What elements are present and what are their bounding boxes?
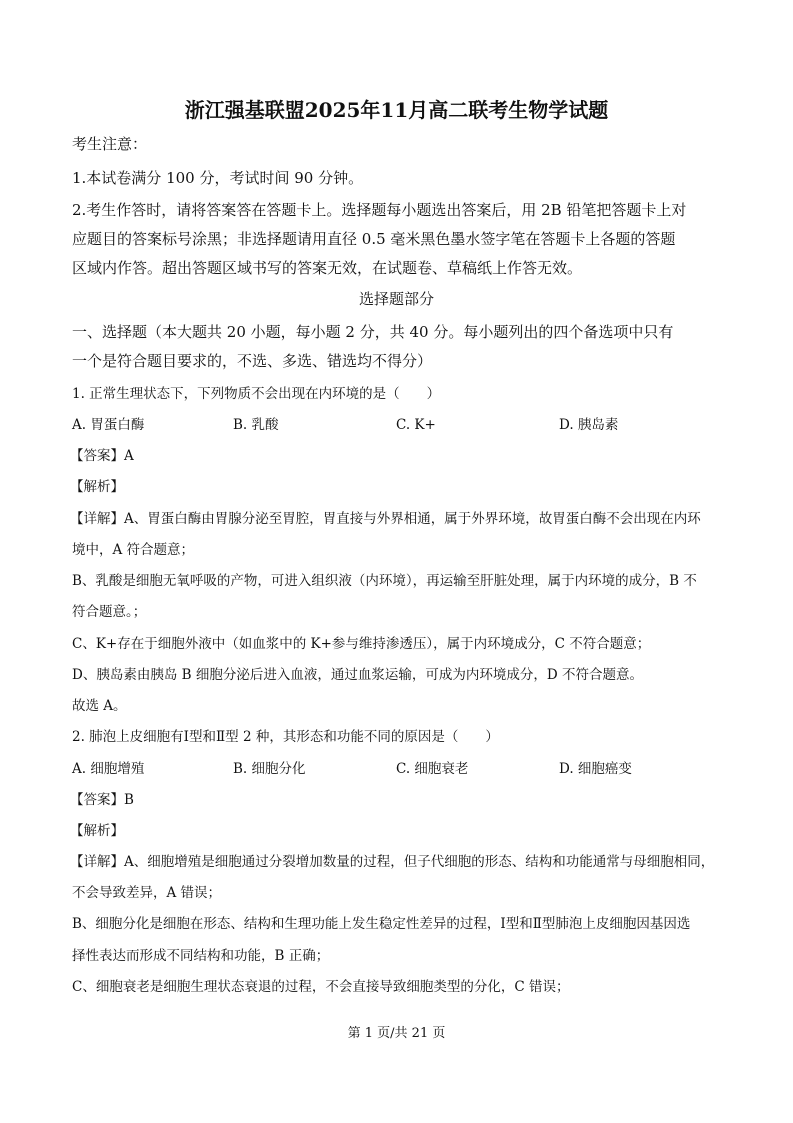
q2-option-d: D. 细胞癌变 xyxy=(559,761,632,777)
q1-option-a: A. 胃蛋白酶 xyxy=(72,417,145,433)
section-title: 选择题部分 xyxy=(358,290,434,308)
q2-detail-line: 择性表达而形成不同结构和功能，B 正确； xyxy=(72,948,330,964)
q2-stem: 2. 肺泡上皮细胞有Ⅰ型和Ⅱ型 2 种，其形态和功能不同的原因是（ ） xyxy=(72,729,499,745)
notice-item-1: 1.本试卷满分 100 分，考试时间 90 分钟。 xyxy=(72,169,364,187)
q2-option-c: C. 细胞衰老 xyxy=(396,761,469,777)
q1-option-b: B. 乳酸 xyxy=(233,417,279,433)
q1-detail-line: 【详解】A、胃蛋白酶由胃腺分泌至胃腔，胃直接与外界相通，属于外界环境，故胃蛋白酶不会出现在内环 xyxy=(70,511,701,527)
q1-detail-line: C、K+存在于细胞外液中（如血浆中的 K+参与维持渗透压），属于内环境成分，C 不符合题意； xyxy=(72,636,651,652)
q1-option-d: D. 胰岛素 xyxy=(559,417,619,433)
q1-option-c: C. K+ xyxy=(396,417,436,433)
q1-detail-line: 故选 A。 xyxy=(72,698,127,714)
q1-detail-line: D、胰岛素由胰岛 B 细胞分泌后进入血液，通过血浆运输，可成为内环境成分，D 不符合题意。 xyxy=(72,667,643,683)
part-one-instructions-line-1: 一、选择题（本大题共 20 小题，每小题 2 分，共 40 分。每小题列出的四个备选项中只有 xyxy=(72,323,674,341)
q1-detail-line: B、乳酸是细胞无氧呼吸的产物，可进入组织液（内环境），再运输至肝脏处理，属于内环境的成分，B 不 xyxy=(72,573,697,589)
q2-detail-line: C、细胞衰老是细胞生理状态衰退的过程，不会直接导致细胞类型的分化，C 错误； xyxy=(72,979,570,995)
notice-heading: 考生注意： xyxy=(72,135,148,153)
part-one-instructions-line-2: 一个是符合题目要求的，不选、多选、错选均不得分） xyxy=(72,352,433,370)
page-footer: 第 1 页/共 21 页 xyxy=(347,1026,446,1041)
notice-item-2-line-3: 区域内作答。超出答题区域书写的答案无效，在试题卷、草稿纸上作答无效。 xyxy=(72,259,583,277)
q2-detail-line: 不会导致差异，A 错误； xyxy=(72,885,222,901)
notice-item-2-line-1: 2.考生作答时，请将答案答在答题卡上。选择题每小题选出答案后，用 2B 铅笔把答题卡上对 xyxy=(72,201,687,219)
q2-detail-line: B、细胞分化是细胞在形态、结构和生理功能上发生稳定性差异的过程，Ⅰ型和Ⅱ型肺泡上皮细胞因基因选 xyxy=(72,916,691,932)
q2-analysis-heading: 【解析】 xyxy=(70,823,124,839)
q2-option-b: B. 细胞分化 xyxy=(233,761,306,777)
q2-option-a: A. 细胞增殖 xyxy=(72,761,145,777)
notice-item-2-line-2: 应题目的答案标号涂黑；非选择题请用直径 0.5 毫米黑色墨水签字笔在答题卡上各题的答题 xyxy=(72,230,676,248)
q1-detail-line: 境中，A 符合题意； xyxy=(72,542,195,558)
page-title: 浙江强基联盟2025年11月高二联考生物学试题 xyxy=(184,98,609,122)
q2-answer: 【答案】B xyxy=(70,792,134,808)
q1-stem: 1. 正常生理状态下，下列物质不会出现在内环境的是（ ） xyxy=(72,386,441,402)
q1-analysis-heading: 【解析】 xyxy=(70,479,124,495)
q1-answer: 【答案】A xyxy=(70,448,134,464)
q2-detail-line: 【详解】A、细胞增殖是细胞通过分裂增加数量的过程，但子代细胞的形态、结构和功能通常与母细胞相同， xyxy=(70,854,715,870)
q1-detail-line: 符合题意。； xyxy=(72,604,147,620)
